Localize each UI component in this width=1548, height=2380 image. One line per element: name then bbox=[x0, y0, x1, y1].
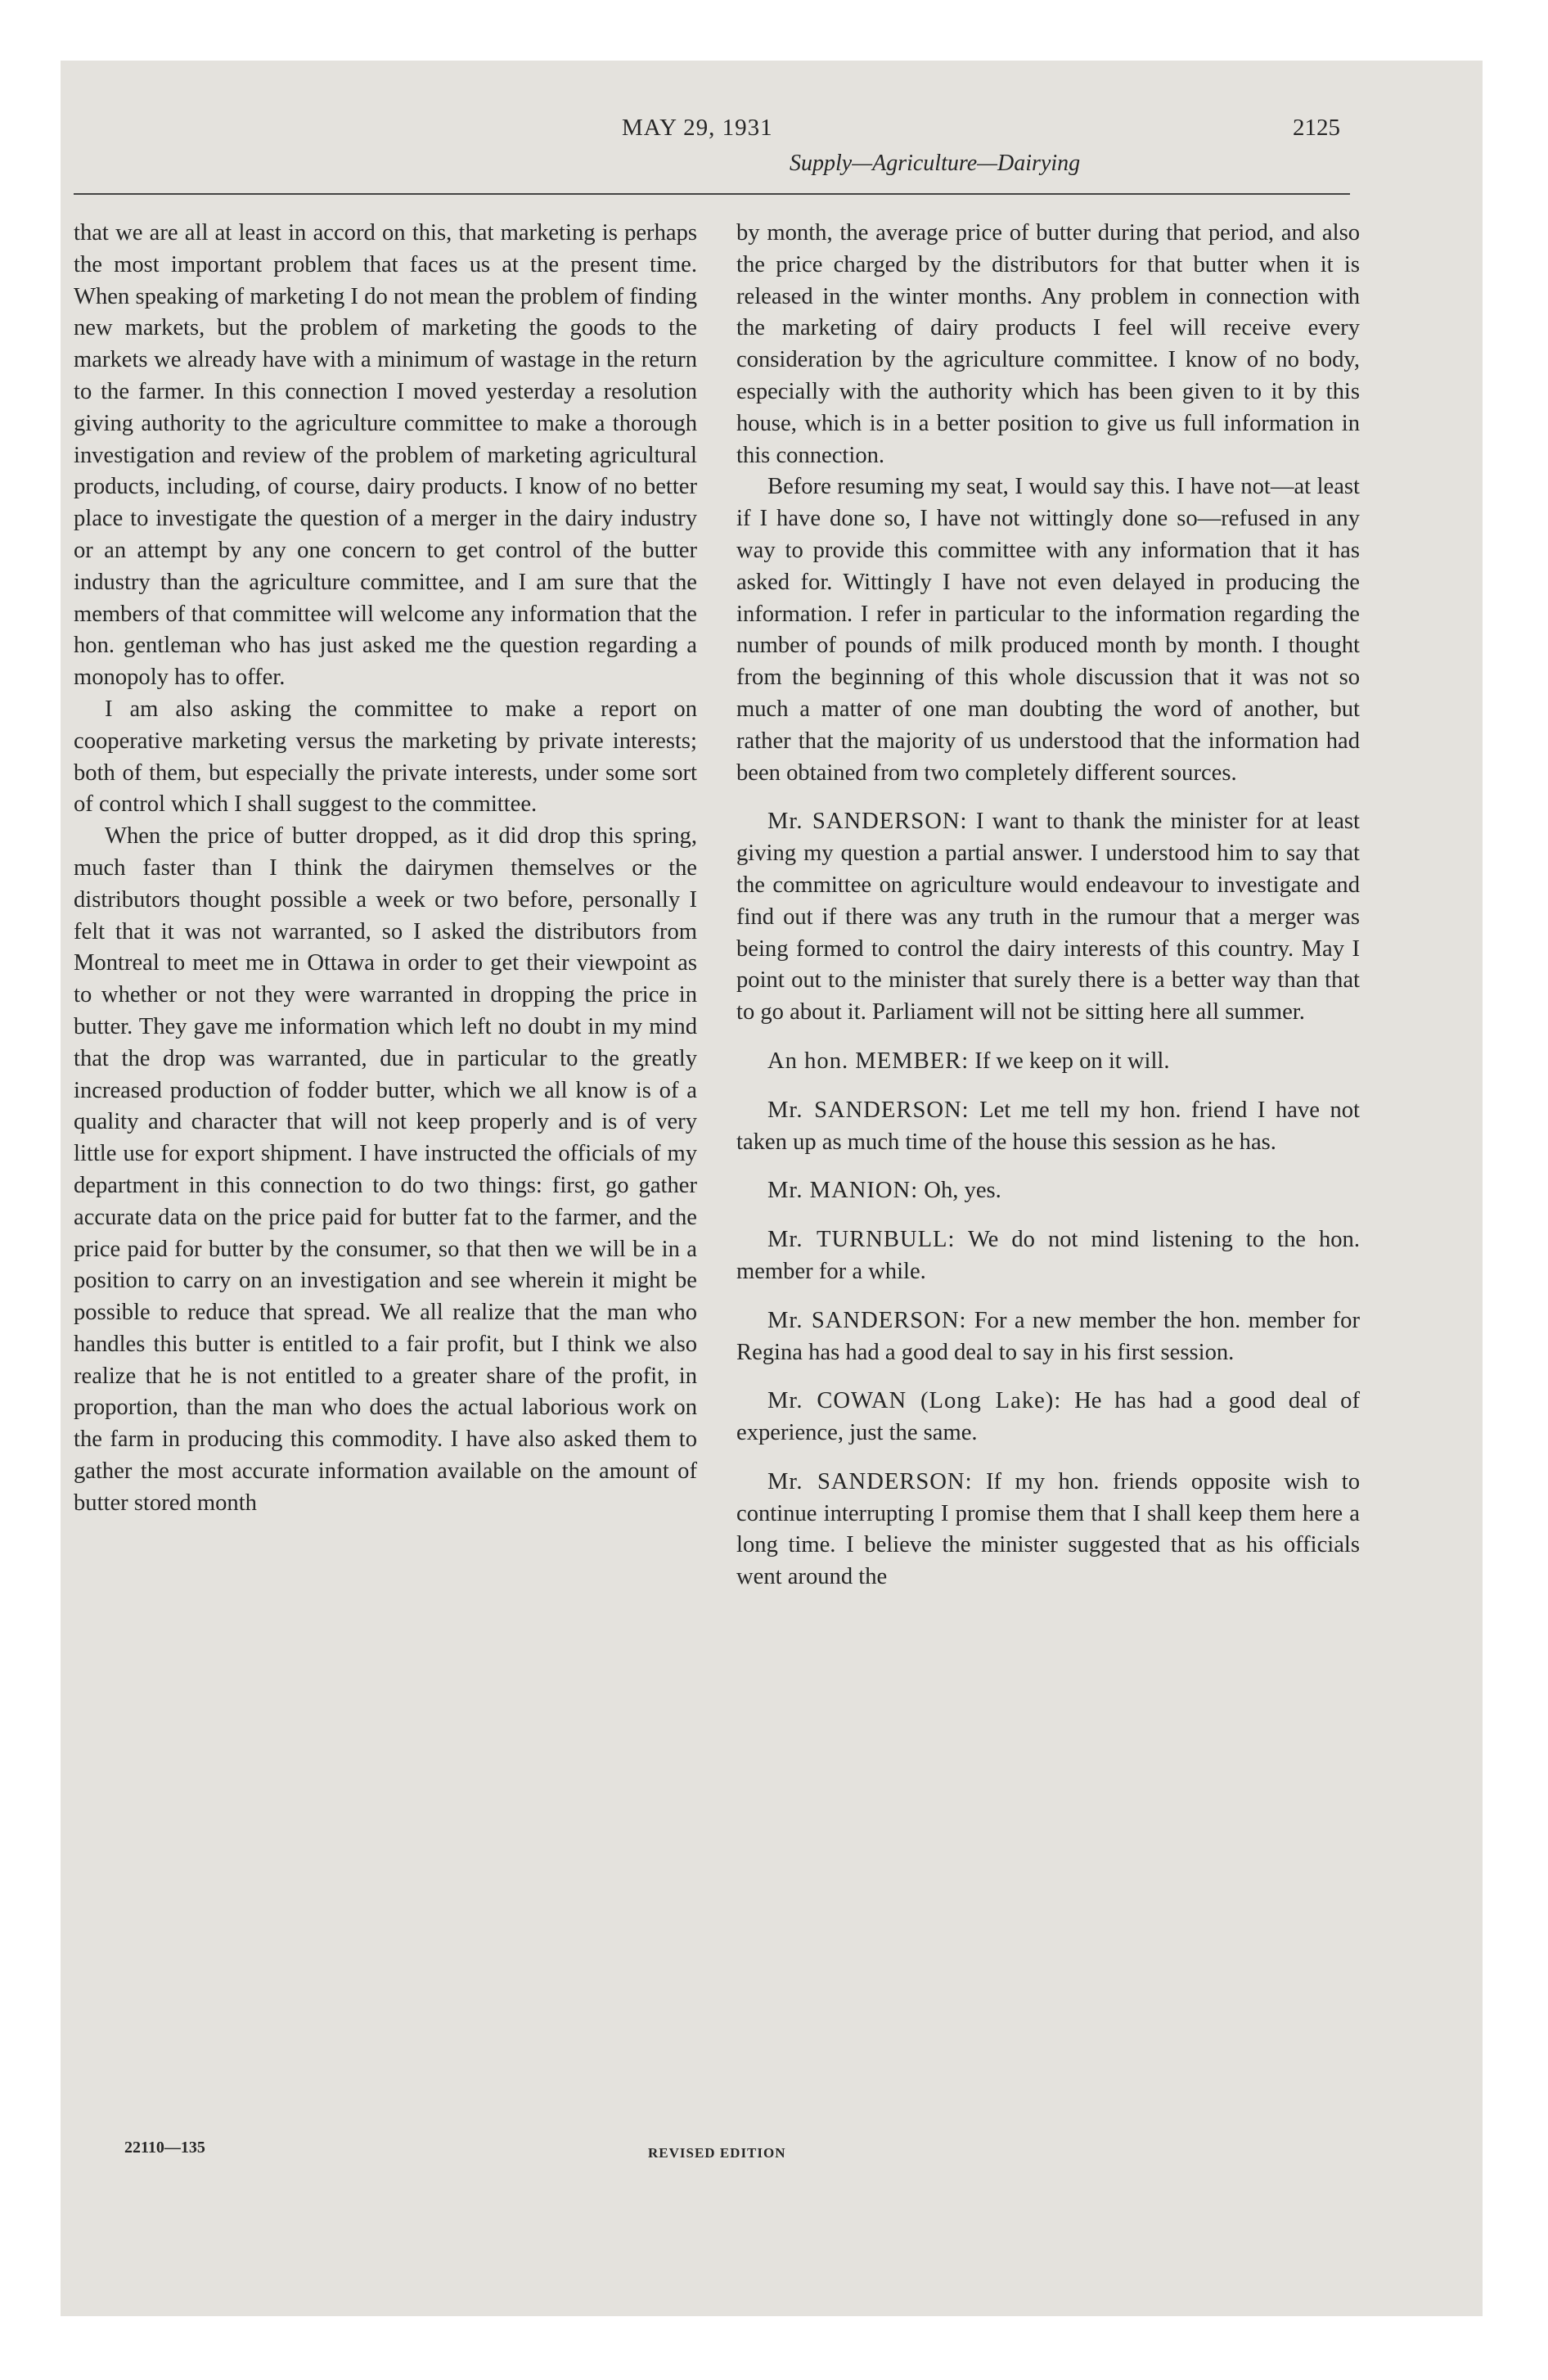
right-paragraph-1: by month, the average price of butter during that period, and also the price charged by the distributors for that butter when it is released in the winter months. Any problem in connection with the marketing of dairy products I feel will receive every consideration by the agriculture committee. I know of no body, especially with the authority which has been given to it by this house, which is in a better position to give us full information in this connection. bbox=[736, 220, 1360, 468]
speaker-name: Mr. TURNBULL: bbox=[767, 1227, 956, 1253]
speech-7 bbox=[736, 1386, 1360, 1449]
left-paragraph-3: When the price of butter dropped, as it did drop this spring, much faster than I think the dairymen themselves or the distributors thought possible a week or two before, personally I felt that it was not warranted, so I asked the distributors from Montreal to meet me in Ottawa in order to get their viewpoint as to whether or not they were warranted in dropping the price in butter. They gave me information which left no doubt in my mind that the drop was warranted, due in particular to the greatly increased production of fodder butter, which we all know is of a quality and character that will not keep properly and is of very little use for export shipment. I have instructed the officials of my department in this connection to do two things: first, go gather accurate data on the price paid for butter fat to the farmer, and the price paid for butter by the consumer, so that then we will be in a position to carry on an investigation and see wherein it might be possible to reduce that spread. We all realize that the man who handles this butter is entitled to a fair profit, but I think we also realize that he is not entitled to a greater share of the profit, in proportion, than the man who does the actual laborious work on the farm in producing this commodity. I have also asked them to gather the most accurate information available on the amount of butter stored month bbox=[74, 823, 697, 1516]
edition-footer: REVISED EDITION bbox=[648, 2145, 786, 2161]
page-number: 2125 bbox=[1293, 115, 1340, 141]
speaker-name: Mr. MANION: bbox=[767, 1178, 919, 1204]
right-paragraph-2: Before resuming my seat, I would say this. I have not—at least if I have done so, I have not wittingly done so—refused in any way to provide this committee with any information that it has asked for. Wittingly I have not even delayed in producing the information. I refer in particular to the information regarding the number of pounds of milk produced month by month. I thought from the beginning of this whole discussion that it was not so much a matter of one man doubting the word of another, but rather that the majority of us understood that the information had been obtained from two completely different sources. bbox=[736, 474, 1360, 786]
speech-text: I want to thank the minister for at least giving my question a partial answer. I understood him to say that the committee on agriculture would endeavour to investigate and find out if there was any truth in the rumour that a merger was being formed to control the dairy interests of this country. May I point out to the minister that surely there is a better way than that to go about it. Parliament will not be sitting here all summer. bbox=[736, 809, 1361, 1025]
running-head-subject: Supply—Agriculture—Dairying bbox=[790, 151, 1081, 176]
speaker-name: Mr. SANDERSON: bbox=[767, 1468, 973, 1494]
speaker-name: Mr. SANDERSON: bbox=[767, 809, 968, 835]
speaker-name: Mr. COWAN (Long Lake): bbox=[767, 1388, 1062, 1414]
speech-text: He has had a good deal of experience, just the same. bbox=[736, 1388, 1360, 1446]
printer-signature: 22110—135 bbox=[124, 2139, 205, 2157]
header-date: MAY 29, 1931 bbox=[622, 115, 773, 141]
speech-text: For a new member the hon. member for Regina has had a good deal to say in his first session. bbox=[736, 1307, 1361, 1365]
right-column bbox=[736, 218, 1360, 1593]
speech-text: If we keep on it will. bbox=[969, 1048, 1170, 1074]
speaker-name: Mr. SANDERSON: bbox=[767, 1307, 967, 1333]
speech-6 bbox=[736, 1305, 1360, 1369]
hansard-page bbox=[74, 115, 1361, 2193]
speech-2 bbox=[736, 1046, 1360, 1078]
speech-1 bbox=[736, 806, 1360, 1029]
speaker-name: Mr. SANDERSON: bbox=[767, 1097, 970, 1123]
speech-8 bbox=[736, 1467, 1360, 1593]
speech-text: Let me tell my hon. friend I have not taken up as much time of the house this session as he has. bbox=[736, 1097, 1361, 1155]
left-paragraph-2: I am also asking the committee to make a report on cooperative marketing versus the marketing by private interests; both of them, but especially the private interests, under some sort of control which I shall suggest to the committee. bbox=[74, 696, 697, 818]
speech-text: If my hon. friends opposite wish to continue interrupting I promise them that I shall keep them here a long time. I believe the minister suggested that as his officials went around the bbox=[736, 1468, 1361, 1590]
speech-text: We do not mind listening to the hon. member for a while. bbox=[736, 1227, 1360, 1284]
speaker-name: An hon. MEMBER: bbox=[767, 1048, 970, 1074]
left-column bbox=[74, 218, 697, 1520]
speech-4 bbox=[736, 1175, 1360, 1207]
header-rule bbox=[74, 193, 1350, 195]
left-paragraph-1: that we are all at least in accord on this, that marketing is perhaps the most important problem that faces us at the present time. When speaking of marketing I do not mean the problem of finding new markets, but the problem of marketing the goods to the markets we already have with a minimum of wastage in the return to the farmer. In this connection I moved yesterday a resolution giving authority to the agriculture committee to make a thorough investigation and review of the problem of marketing agricultural products, including, of course, dairy products. I know of no better place to investigate the question of a merger in the dairy industry or an attempt by any one concern to get control of the butter industry than the agriculture committee, and I am sure that the members of that committee will welcome any information that the hon. gentleman who has just asked me the question regarding a monopoly has to offer. bbox=[74, 220, 697, 691]
speech-5 bbox=[736, 1224, 1360, 1288]
speech-3 bbox=[736, 1095, 1360, 1159]
speech-text: Oh, yes. bbox=[918, 1178, 1001, 1204]
